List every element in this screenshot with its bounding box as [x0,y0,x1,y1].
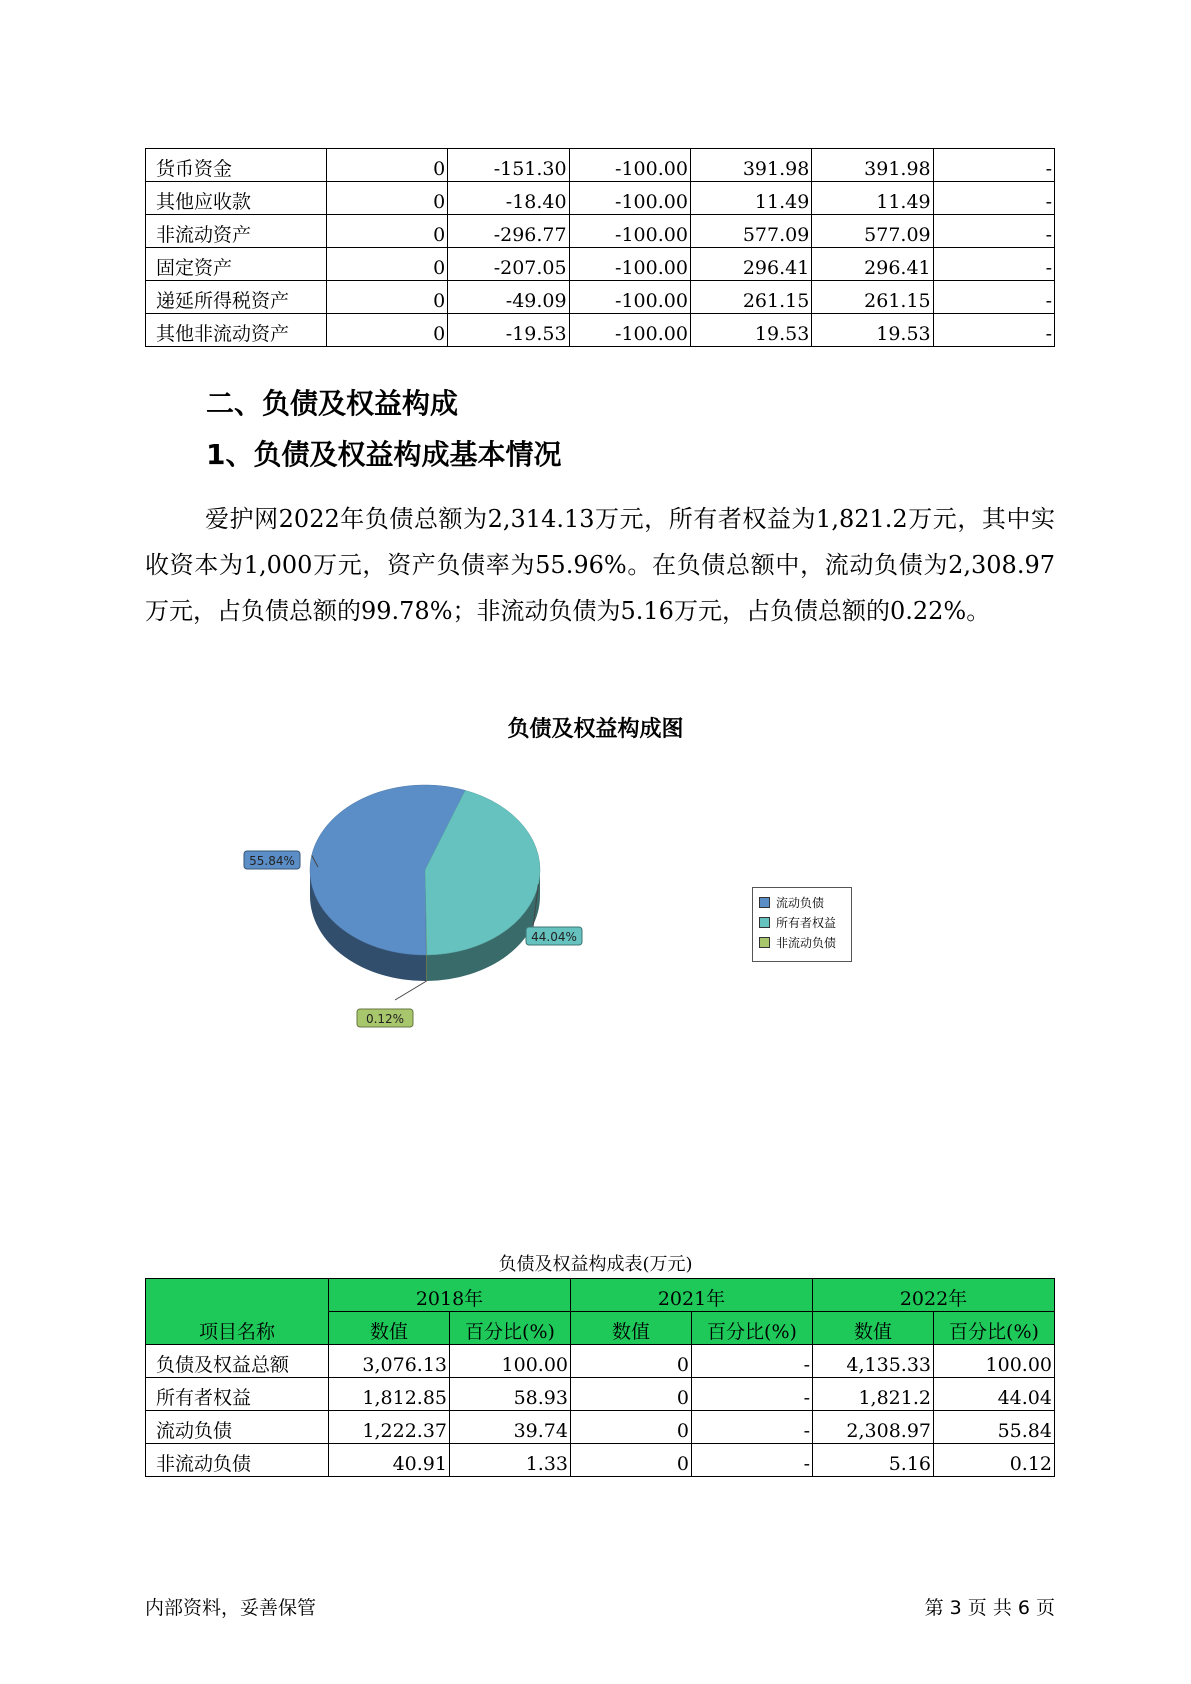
value-cell: - [933,248,1054,281]
footer-confidential-note: 内部资料，妥善保管 [145,1597,317,1619]
value-cell: - [933,182,1054,215]
footer-page-number: 第 3 页 共 6 页 [924,1597,1055,1619]
value-cell: 0 [326,281,447,314]
value-cell: - [933,215,1054,248]
value-cell: - [933,149,1054,182]
value-cell: 11.49 [812,182,933,215]
row-label-cell: 负债及权益总额 [146,1345,329,1378]
chart-legend [752,887,852,962]
value-cell: 391.98 [812,149,933,182]
value-cell: 100.00 [450,1345,571,1378]
value-cell: - [692,1411,813,1444]
table-row [146,149,1055,182]
value-cell: - [692,1345,813,1378]
value-cell: -19.53 [448,314,569,347]
value-cell: 0 [571,1378,692,1411]
row-label-cell: 非流动资产 [146,215,327,248]
value-cell: -296.77 [448,215,569,248]
value-cell: 55.84 [934,1411,1055,1444]
value-cell: -100.00 [569,314,690,347]
header-value: 数值 [813,1312,934,1345]
table-row [146,182,1055,215]
value-cell: 261.15 [812,281,933,314]
value-cell: 296.41 [690,248,811,281]
value-cell: 0 [571,1444,692,1477]
header-year-2022: 2022年 [813,1279,1055,1312]
table-row [146,1444,1055,1477]
summary-paragraph: 爱护网2022年负债总额为2,314.13万元，所有者权益为1,821.2万元，其中实收资本为1,000万元，资产负债率为55.96%。在负债总额中，流动负债为2,308.97万元，占负债总额的99.78%；非流动负债为5.16万元，占负债总额的0.22%。 [145,505,1055,625]
value-cell: -100.00 [569,182,690,215]
value-cell: 0 [326,182,447,215]
value-cell: -207.05 [448,248,569,281]
legend-item [759,912,845,932]
asset-change-table [145,148,1055,347]
header-value: 数值 [571,1312,692,1345]
chart-title: 负债及权益构成图 [507,717,684,742]
header-item-name: 项目名称 [146,1279,329,1345]
value-cell: 4,135.33 [813,1345,934,1378]
legend-swatch [759,917,770,928]
subsection-heading: 1、负债及权益构成基本情况 [206,438,562,471]
value-cell: 296.41 [812,248,933,281]
legend-label: 所有者权益 [776,915,837,930]
data-label: 55.84% [249,854,295,868]
legend-swatch [759,937,770,948]
value-cell: 44.04 [934,1378,1055,1411]
value-cell: - [933,281,1054,314]
section-heading: 二、负债及权益构成 [206,387,459,420]
value-cell: 5.16 [813,1444,934,1477]
value-cell: - [692,1378,813,1411]
row-label-cell: 货币资金 [146,149,327,182]
table-row [146,1378,1055,1411]
header-year-2021: 2021年 [571,1279,813,1312]
legend-label: 非流动负债 [776,935,837,950]
value-cell: 40.91 [329,1444,450,1477]
pie-chart [200,770,620,1040]
header-percent: 百分比(%) [450,1312,571,1345]
value-cell: 577.09 [690,215,811,248]
value-cell: 577.09 [812,215,933,248]
row-label-cell: 固定资产 [146,248,327,281]
pie-slice-side [426,955,427,981]
value-cell: 1,821.2 [813,1378,934,1411]
table-row [146,215,1055,248]
table-row [146,281,1055,314]
data-label: 0.12% [365,1012,405,1026]
header-percent: 百分比(%) [692,1312,813,1345]
legend-item [759,892,845,912]
value-cell: -100.00 [569,281,690,314]
value-cell: 3,076.13 [329,1345,450,1378]
label-leader-line [395,981,427,1000]
value-cell: 11.49 [690,182,811,215]
value-cell: 1.33 [450,1444,571,1477]
header-year-2018: 2018年 [329,1279,571,1312]
value-cell: -100.00 [569,248,690,281]
value-cell: -100.00 [569,149,690,182]
row-label-cell: 所有者权益 [146,1378,329,1411]
value-cell: 0 [326,314,447,347]
row-label-cell: 非流动负债 [146,1444,329,1477]
table-caption: 负债及权益构成表(万元) [498,1254,693,1275]
row-label-cell: 递延所得税资产 [146,281,327,314]
value-cell: -100.00 [569,215,690,248]
value-cell: 391.98 [690,149,811,182]
value-cell: - [692,1444,813,1477]
value-cell: 0.12 [934,1444,1055,1477]
table-row [146,1411,1055,1444]
value-cell: 100.00 [934,1345,1055,1378]
value-cell: 0 [326,215,447,248]
value-cell: -49.09 [448,281,569,314]
row-label-cell: 其他应收款 [146,182,327,215]
row-label-cell: 流动负债 [146,1411,329,1444]
table-row [146,1345,1055,1378]
value-cell: 0 [326,149,447,182]
value-cell: 0 [326,248,447,281]
value-cell: 2,308.97 [813,1411,934,1444]
legend-item [759,932,845,952]
data-label: 44.04% [531,930,577,944]
value-cell: 39.74 [450,1411,571,1444]
header-value: 数值 [329,1312,450,1345]
header-percent: 百分比(%) [934,1312,1055,1345]
liability-equity-table [145,1278,1055,1477]
row-label-cell: 其他非流动资产 [146,314,327,347]
value-cell: -151.30 [448,149,569,182]
value-cell: 19.53 [812,314,933,347]
value-cell: 58.93 [450,1378,571,1411]
table-row [146,314,1055,347]
value-cell: 1,812.85 [329,1378,450,1411]
legend-label: 流动负债 [776,895,825,910]
legend-swatch [759,897,770,908]
value-cell: -18.40 [448,182,569,215]
table-row [146,248,1055,281]
value-cell: 0 [571,1345,692,1378]
value-cell: 261.15 [690,281,811,314]
value-cell: 1,222.37 [329,1411,450,1444]
value-cell: 19.53 [690,314,811,347]
value-cell: - [933,314,1054,347]
value-cell: 0 [571,1411,692,1444]
